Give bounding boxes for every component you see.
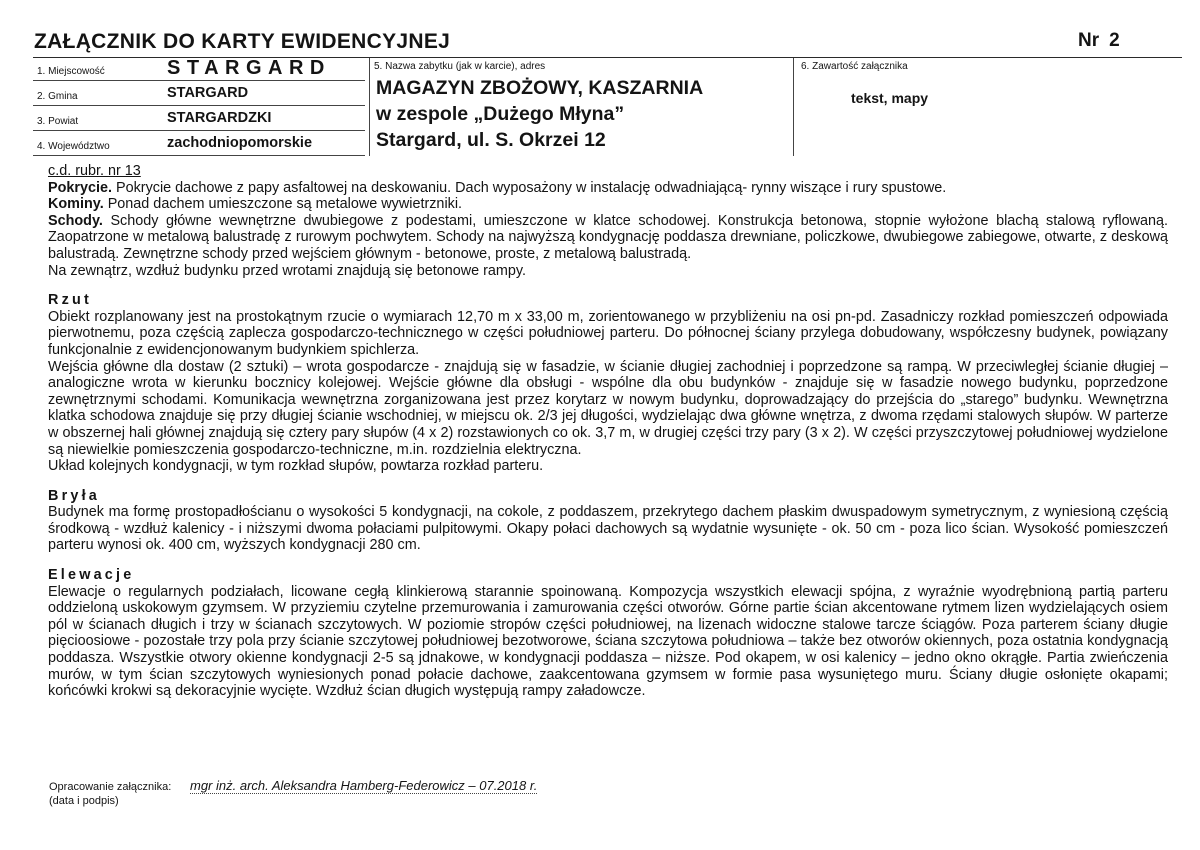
- paragraph-rzut-2: Wejścia główne dla dostaw (2 sztuki) – wrota gospodarcze - znajdują się w fasadzie, w ścianie długiej zachodniej i poprzedzone są rampą. W przeciwległej ścianie długiej – analogiczne wrota w kierunku bocznicy kolejowej. Wejście główne dla obsługi - wspólne dla obu budynków - znajduje się w fasadzie nowego budynku, poprzedzone zewnętrznymi schodami. Komunikacja wewnętrzna zorganizowana jest przez korytarz w nowym budynku, doprowadzający do przejścia do „starego” budynku. Wewnętrzna klatka schodowa znajduje się przy długiej ścianie wschodniej, w miejscu ok. 2/3 jej długości, wydzielając dwa główne wnętrza, z dwoma rzędami stalowych słupów. W parterze w obszernej hali głównej znajdują się cztery pary słupów (4 x 2) rozstawionych co ok. 3,7 m, w drugiej części trzy pary (3 x 2). W części przyszczytowej południowej wydzielone są niewielkie pomieszczenia gospodarczo-techniczne, m.in. rozdzielnia elektryczna.: [48, 358, 1168, 458]
- field-label: 1. Miejscowość: [37, 66, 105, 77]
- monument-name-line2: w zespole „Dużego Młyna”: [376, 103, 625, 125]
- field-value-gmina: STARGARD: [167, 85, 249, 101]
- paragraph-pokrycie: [48, 180, 1168, 197]
- paragraph-kominy: [48, 196, 1168, 213]
- attachment-number: [1078, 30, 1120, 52]
- paragraph-schody: [48, 213, 1168, 263]
- heading-bryla: Bryła: [48, 487, 100, 504]
- field-value-zawartosc: tekst, mapy: [851, 90, 929, 106]
- paragraph-rampy: Na zewnątrz, wzdłuż budynku przed wrotami znajdują się betonowe rampy.: [48, 262, 527, 279]
- prepared-by-label: Opracowanie załącznika:: [49, 781, 172, 793]
- field-miejscowosc: [33, 58, 365, 81]
- location-fields: [33, 58, 365, 158]
- kominy-label: Kominy.: [48, 196, 104, 213]
- heading-elewacje: Elewacje: [48, 567, 135, 584]
- monument-name-field: [371, 58, 791, 158]
- heading-rzut: Rzut: [48, 292, 92, 309]
- schody-text: Schody główne wewnętrzne dwubiegowe z podestami, umieszczone w klatce schodowej. Konstrukcja betonowa, stopnie wyłożone blachą stalową ryflowaną. Zaopatrzone w metalową balustradę z rurowym pochwytem. Schody na najwyższą kondygnację poddasza drewniane, policzkowe, dwubiegowe zabiegowe, otwarte, z deskową balustradą. Zewnętrzne schody przed wejściem głównym - betonowe, proste, z metalową balustradą.: [48, 212, 1168, 262]
- paragraph-elewacje: Elewacje o regularnych podziałach, licowane cegłą klinkierową starannie spoinowaną. Kompozycja wszystkich elewacji spójna, z wyraźnie wyodrębnioną partią parteru oddzieloną uskokowym gzymsem. W przyziemiu czytelne przemurowania i zamurowania części otworów. Górne partie ścian akcentowane rytmem lizen wydzielających osiem pól w ścianach długich i trzy w ścianach szczytowych. W poziomie stropów części południowej, na lizenach widoczne stalowe tarcze ściągów. Poza parterem ściany długie pięcioosiowe - pozostałe trzy pola przy ścianie szczytowej południowej bezotworowe, ściana szczytowa południowa – także bez otworów okiennych, poza ostatnia kondygnacją poddasza. Wszystkie otwory okienne kondygnacji 2-5 są jdnakowe, w kondygnacji poddasza – niższe. Pod okapem, w osi kalenicy – jedno okno okrągłe. Partia zwieńczenia murów, w tym ścian szczytowych wyniesionych ponad połacie dachowe, zaakcentowana gzymsem w formie pasa wysuniętego muru. Ściany długie osłonięte okapami; końcówki krokwi są dekoracyjnie wycięte. Wzdłuż ścian długich występują rampy załadowcze.: [48, 583, 1168, 700]
- schody-label: Schody.: [48, 212, 103, 229]
- paragraph-rzut-1: Obiekt rozplanowany jest na prostokątnym rzucie o wymiarach 12,70 m x 33,00 m, zorientowanego w przybliżeniu na osi pn-pd. Zasadniczy rozkład pomieszczeń odpowiada pierwotnemu, poza częścią zaplecza gospodarczo-technicznego w części południowej parteru. Do północnej ściany przylega dobudowany, współczesny budynek, powiązany funkcjonalnie z ewidencjonowanym budynkiem spichlerza.: [48, 308, 1168, 358]
- contents-field: [797, 58, 1182, 158]
- header-table: [33, 57, 1182, 158]
- monument-address: Stargard, ul. S. Okrzei 12: [376, 129, 606, 151]
- field-label: 6. Zawartość załącznika: [801, 61, 908, 72]
- date-signature-label: (data i podpis): [49, 795, 119, 807]
- field-value-miejscowosc: STARGARD: [167, 57, 331, 79]
- footer: [49, 778, 538, 808]
- nr-label: Nr: [1078, 30, 1100, 51]
- paragraph-rzut-3: Układ kolejnych kondygnacji, w tym rozkład słupów, powtarza rozkład parteru.: [48, 458, 544, 475]
- column-divider: [369, 58, 370, 156]
- nr-value: 2: [1109, 30, 1120, 51]
- field-value-wojewodztwo: zachodniopomorskie: [167, 135, 313, 151]
- pokrycie-label: Pokrycie.: [48, 179, 112, 196]
- field-gmina: [33, 83, 365, 106]
- field-label: 4. Województwo: [37, 141, 110, 152]
- field-label: 5. Nazwa zabytku (jak w karcie), adres: [374, 61, 546, 72]
- field-label: 2. Gmina: [37, 91, 78, 102]
- field-powiat: [33, 108, 365, 131]
- document-title: ZAŁĄCZNIK DO KARTY EWIDENCYJNEJ: [34, 30, 451, 53]
- monument-name-line1: MAGAZYN ZBOŻOWY, KASZARNIA: [376, 77, 704, 99]
- section-continuation: c.d. rubr. nr 13: [48, 163, 141, 179]
- column-divider: [793, 58, 794, 156]
- monument-name: [376, 75, 703, 153]
- pokrycie-text: Pokrycie dachowe z papy asfaltowej na deskowaniu. Dach wyposażony w instalację odwadniającą- rynny wiszące i rury spustowe.: [112, 179, 947, 196]
- kominy-text: Ponad dachem umieszczone są metalowe wywietrzniki.: [103, 196, 463, 213]
- field-label: 3. Powiat: [37, 116, 79, 127]
- field-wojewodztwo: [33, 133, 365, 156]
- paragraph-bryla: Budynek ma formę prostopadłościanu o wysokości 5 kondygnacji, na cokole, z poddaszem, przekrytego dachem płaskim dwuspadowym symetrycznym, z wyniesioną częścią środkową - wzdłuż kalenicy - i niższymi dwoma połaciami pulpitowymi. Okapy połaci dachowych są wydatnie wysunięte - ok. 50 cm - poza lico ścian. Wysokość pomieszczeń parteru wynosi ok. 400 cm, wyższych kondygnacji 280 cm.: [48, 504, 1168, 554]
- document-body: [48, 163, 1168, 700]
- author-signature: mgr inż. arch. Aleksandra Hamberg-Federowicz – 07.2018 r.: [190, 778, 538, 793]
- field-value-powiat: STARGARDZKI: [167, 110, 272, 126]
